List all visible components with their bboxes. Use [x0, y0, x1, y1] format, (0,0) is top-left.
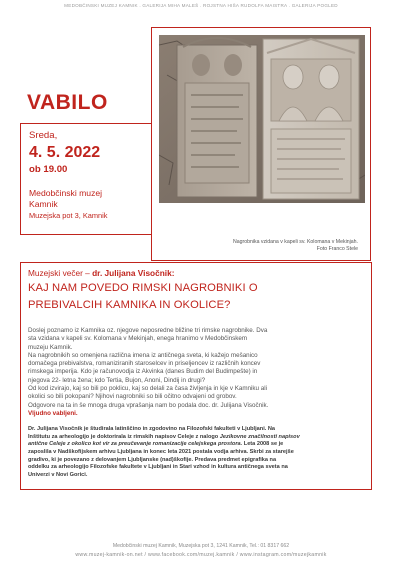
bio-line: gradivo, ki je povezano z delovanjem Ljubljanske (nad)škofije. Predava predmet epigrafika na — [28, 456, 277, 463]
description-line: sta vzidana v kapeli sv. Kolomana v Mekinjah, enega hranimo v Medobčinskem — [28, 335, 248, 343]
bio-line: oddelku za arheologijo Filozofske fakultete v Ljubljani in Stari vzhod in kultura antičnega sveta na — [28, 464, 288, 471]
lecture-series: Muzejski večer – — [28, 268, 90, 278]
description-line: rimskega imperija. Kdo je računovodja iz Akvinka (danes Budim del Budimpešte) in — [28, 368, 258, 376]
description-line: okolici so bili pokopani? Njihovi nagrobniki so bili očitno odvajeni od grobov. — [28, 393, 237, 401]
footer-links[interactable]: www.muzej-kamnik-on.net / www.facebook.com/muzej.kamnik / www.instagram.com/muzejkamnik — [75, 552, 327, 558]
lecture-series-line — [28, 268, 365, 279]
description-line: Od kod izvirajo, kaj so bili po poklicu, kaj so delali za časa življenja in kje v Kamniku ali — [28, 385, 267, 393]
bio-thesis-title: Jezikovne značilnosti napisov — [219, 433, 300, 440]
lecture-description — [28, 327, 365, 418]
welcome-line: Vljudno vabljeni. — [28, 409, 78, 417]
description-line: muzeju Kamnik. — [28, 343, 73, 351]
roman-tombstones-photo — [159, 35, 365, 203]
description-line: Na nagrobnikih so omenjena različna imena iz antičnega sveta, ki kažejo mešanico — [28, 351, 258, 359]
description-line: njegova 22- letna žena; kdo Tertia, Bujon, Anoni, Dindij in drugi? — [28, 376, 206, 384]
footer-contact: Medobčinski muzej Kamnik, Muzejska pot 3, 1241 Kamnik, Tel.: 01 8317 662 — [112, 543, 290, 549]
description-line: Doslej poznamo iz Kamnika oz. njegove neposredne bližine tri rimske nagrobnike. Dva — [28, 327, 268, 334]
venue-name-line1: Medobčinski muzej — [29, 188, 103, 198]
description-line: Odgovore na ta in še mnoga druga vprašanja nam bo podala doc. dr. Julijana Visočnik. — [28, 401, 269, 409]
invitation-title: VABILO — [27, 91, 108, 114]
lecture-title-line1: KAJ NAM POVEDO RIMSKI NAGROBNIKI O — [28, 282, 258, 294]
lecture-info-box — [20, 262, 372, 490]
description-line: domačega prebivalstva, romaniziranih staroselcev in priseljencev iz različnih koncev — [28, 360, 261, 368]
photo-credit: Foto Franco Stele — [316, 246, 358, 252]
bio-line: Univerzi v Novi Gorici. — [28, 471, 88, 478]
tombstone-photo-frame — [151, 27, 371, 261]
bio-line: Leta 2008 se je — [243, 441, 284, 448]
event-date: 4. 5. 2022 — [29, 144, 101, 161]
venue-name-line2: Kamnik — [29, 199, 58, 209]
lecture-title-line2: PREBIVALCIH KAMNIKA IN OKOLICE? — [28, 298, 231, 311]
bio-line: Inštitutu za arheologijo je doktorirala iz rimskih napisov Celeje z nalogo — [28, 433, 219, 440]
venue-address: Muzejska pot 3, Kamnik — [29, 211, 108, 220]
lecture-speaker: dr. Julijana Visočnik: — [92, 268, 175, 278]
event-day: Sreda, — [29, 130, 58, 141]
event-info-box — [20, 123, 154, 235]
institutions-header: MEDOBČINSKI MUZEJ KAMNIK . GALERIJA MIHA MALEŠ . ROJSTNA HIŠA RUDOLFA MAISTRA . GALERIJA POGLED — [64, 3, 338, 8]
photo-caption: Nagrobnika vzidana v kapeli sv. Kolomana v Mekinjah. — [232, 239, 358, 245]
event-time: ob 19.00 — [29, 164, 68, 175]
bio-thesis-title: antične Celeje z okolico kot vir za preučevanje romanizacije celejskega prostora. — [28, 441, 243, 448]
bio-line: Dr. Julijana Visočnik je študirala latinščino in zgodovino na Filozofski fakulteti v Ljubljani. Na — [28, 426, 276, 433]
speaker-bio — [28, 426, 365, 479]
bio-line: zaposlila v Nadškofijskem arhivu Ljubljana in konec leta 2021 postala vodja arhiva. Skrbi za starejše — [28, 449, 294, 456]
